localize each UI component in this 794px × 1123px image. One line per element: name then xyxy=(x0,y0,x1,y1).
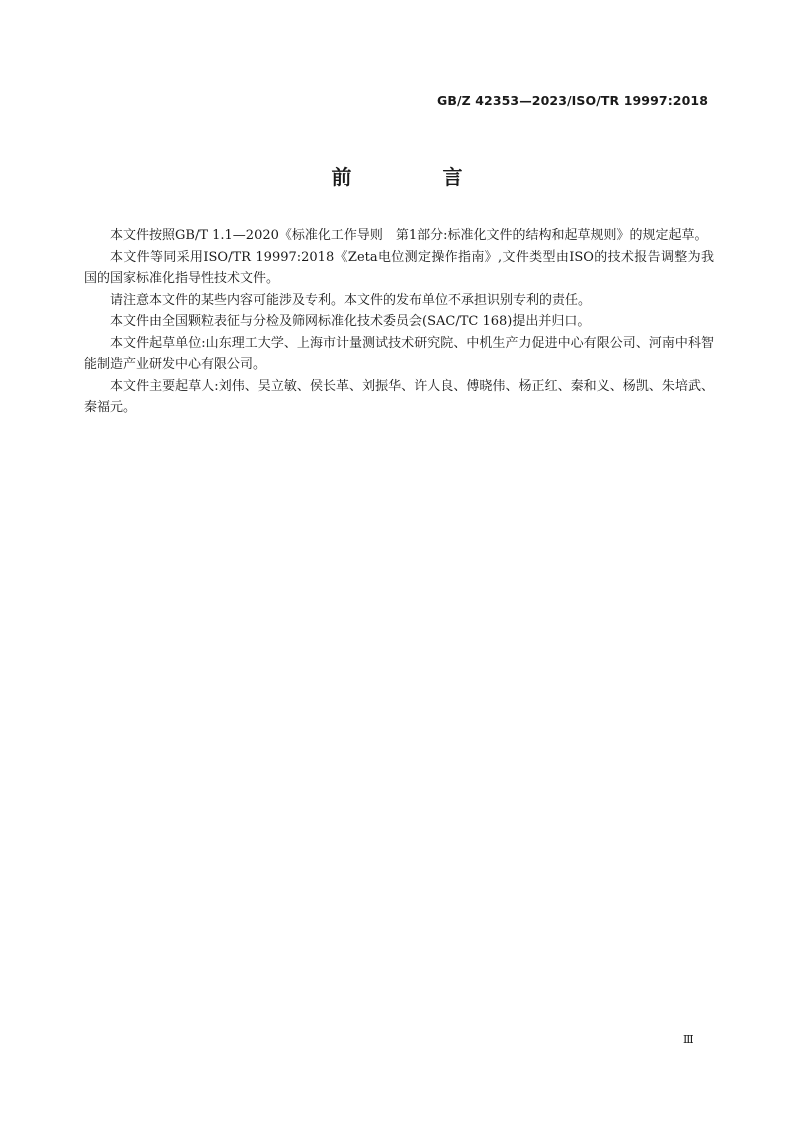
page-title: 前 言 xyxy=(331,165,505,189)
standard-number: GB/Z 42353—2023/ISO/TR 19997:2018 xyxy=(436,93,708,108)
paragraph-drafting-rules: 本文件按照GB/T 1.1—2020《标准化工作导则 第1部分:标准化文件的结构和起草规则》的规定起草。 xyxy=(110,228,708,243)
page-number: Ⅲ xyxy=(683,1033,694,1046)
foreword-body xyxy=(84,225,714,419)
paragraph-committee: 本文件由全国颗粒表征与分检及筛网标准化技术委员会(SAC/TC 168)提出并归口。 xyxy=(110,314,591,329)
paragraph-drafting-units: 本文件起草单位:山东理工大学、上海市计量测试技术研究院、中机生产力促进中心有限公司、河南中科智能制造产业研发中心有限公司。 xyxy=(84,335,714,372)
paragraph-adoption: 本文件等同采用ISO/TR 19997:2018《Zeta电位测定操作指南》,文件类型由ISO的技术报告调整为我国的国家标准化指导性技术文件。 xyxy=(84,249,714,286)
paragraph-patent-notice: 请注意本文件的某些内容可能涉及专利。本文件的发布单位不承担识别专利的责任。 xyxy=(110,292,592,308)
paragraph-drafters: 本文件主要起草人:刘伟、吴立敏、侯长革、刘振华、许人良、傅晓伟、杨正红、秦和义、杨凯、朱培武、秦福元。 xyxy=(84,378,714,415)
